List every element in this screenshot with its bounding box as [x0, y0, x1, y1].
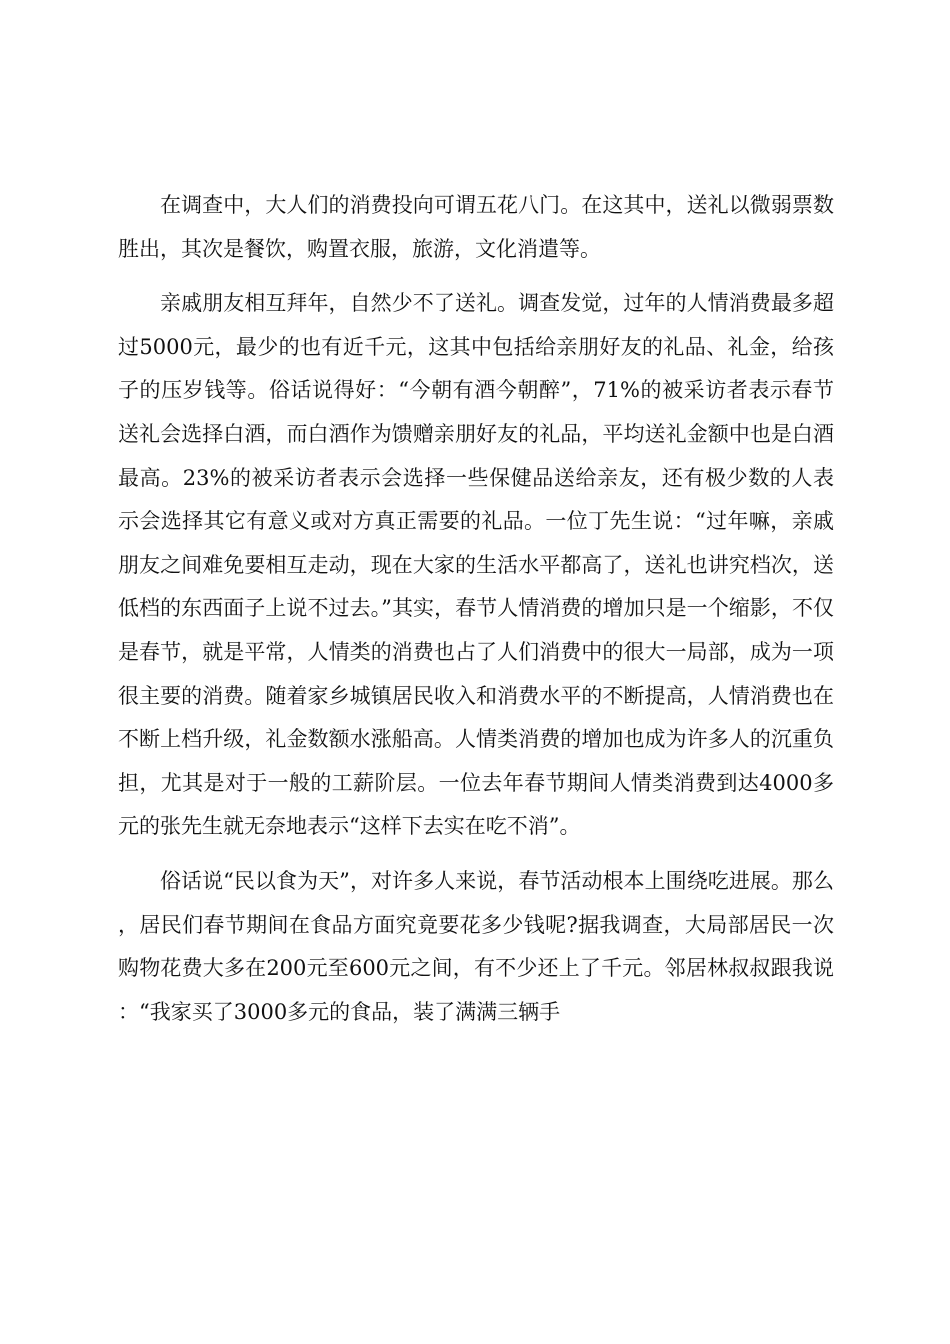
paragraph-consumption-survey: 在调查中，大人们的消费投向可谓五花八门。在这其中，送礼以微弱票数胜出，其次是餐饮，购置衣服，旅游，文化消遣等。	[118, 193, 834, 261]
paragraph-food-spending: 俗话说“民以食为天”，对许多人来说，春节活动根本上围绕吃进展。那么，居民们春节期间在食品方面究竟要花多少钱呢?据我调查，大局部居民一次购物花费大多在200元至600元之间，有不少还上了千元。邻居林叔叔跟我说：“我家买了3000多元的食品，装了满满三辆手	[118, 868, 834, 1024]
paragraph-gift-spending: 亲戚朋友相互拜年，自然少不了送礼。调查发觉，过年的人情消费最多超过5000元，最少的也有近千元，这其中包括给亲朋好友的礼品、礼金，给孩子的压岁钱等。俗话说得好：“今朝有酒今朝醉”，71%的被采访者表示春节送礼会选择白酒，而白酒作为馈赠亲朋好友的礼品，平均送礼金额中也是白酒最高。23%的被采访者表示会选择一些保健品送给亲友，还有极少数的人表示会选择其它有意义或对方真正需要的礼品。一位丁先生说：“过年嘛，亲戚朋友之间难免要相互走动，现在大家的生活水平都高了，送礼也讲究档次，送低档的东西面子上说不过去。”其实，春节人情消费的增加只是一个缩影，不仅是春节，就是平常，人情类的消费也占了人们消费中的很大一局部，成为一项很主要的消费。随着家乡城镇居民收入和消费水平的不断提高，人情消费也在不断上档升级，礼金数额水涨船高。人情类消费的增加也成为许多人的沉重负担，尤其是对于一般的工薪阶层。一位去年春节期间人情类消费到达4000多元的张先生就无奈地表示“这样下去实在吃不消”。	[118, 291, 834, 839]
document-body	[118, 184, 834, 1034]
